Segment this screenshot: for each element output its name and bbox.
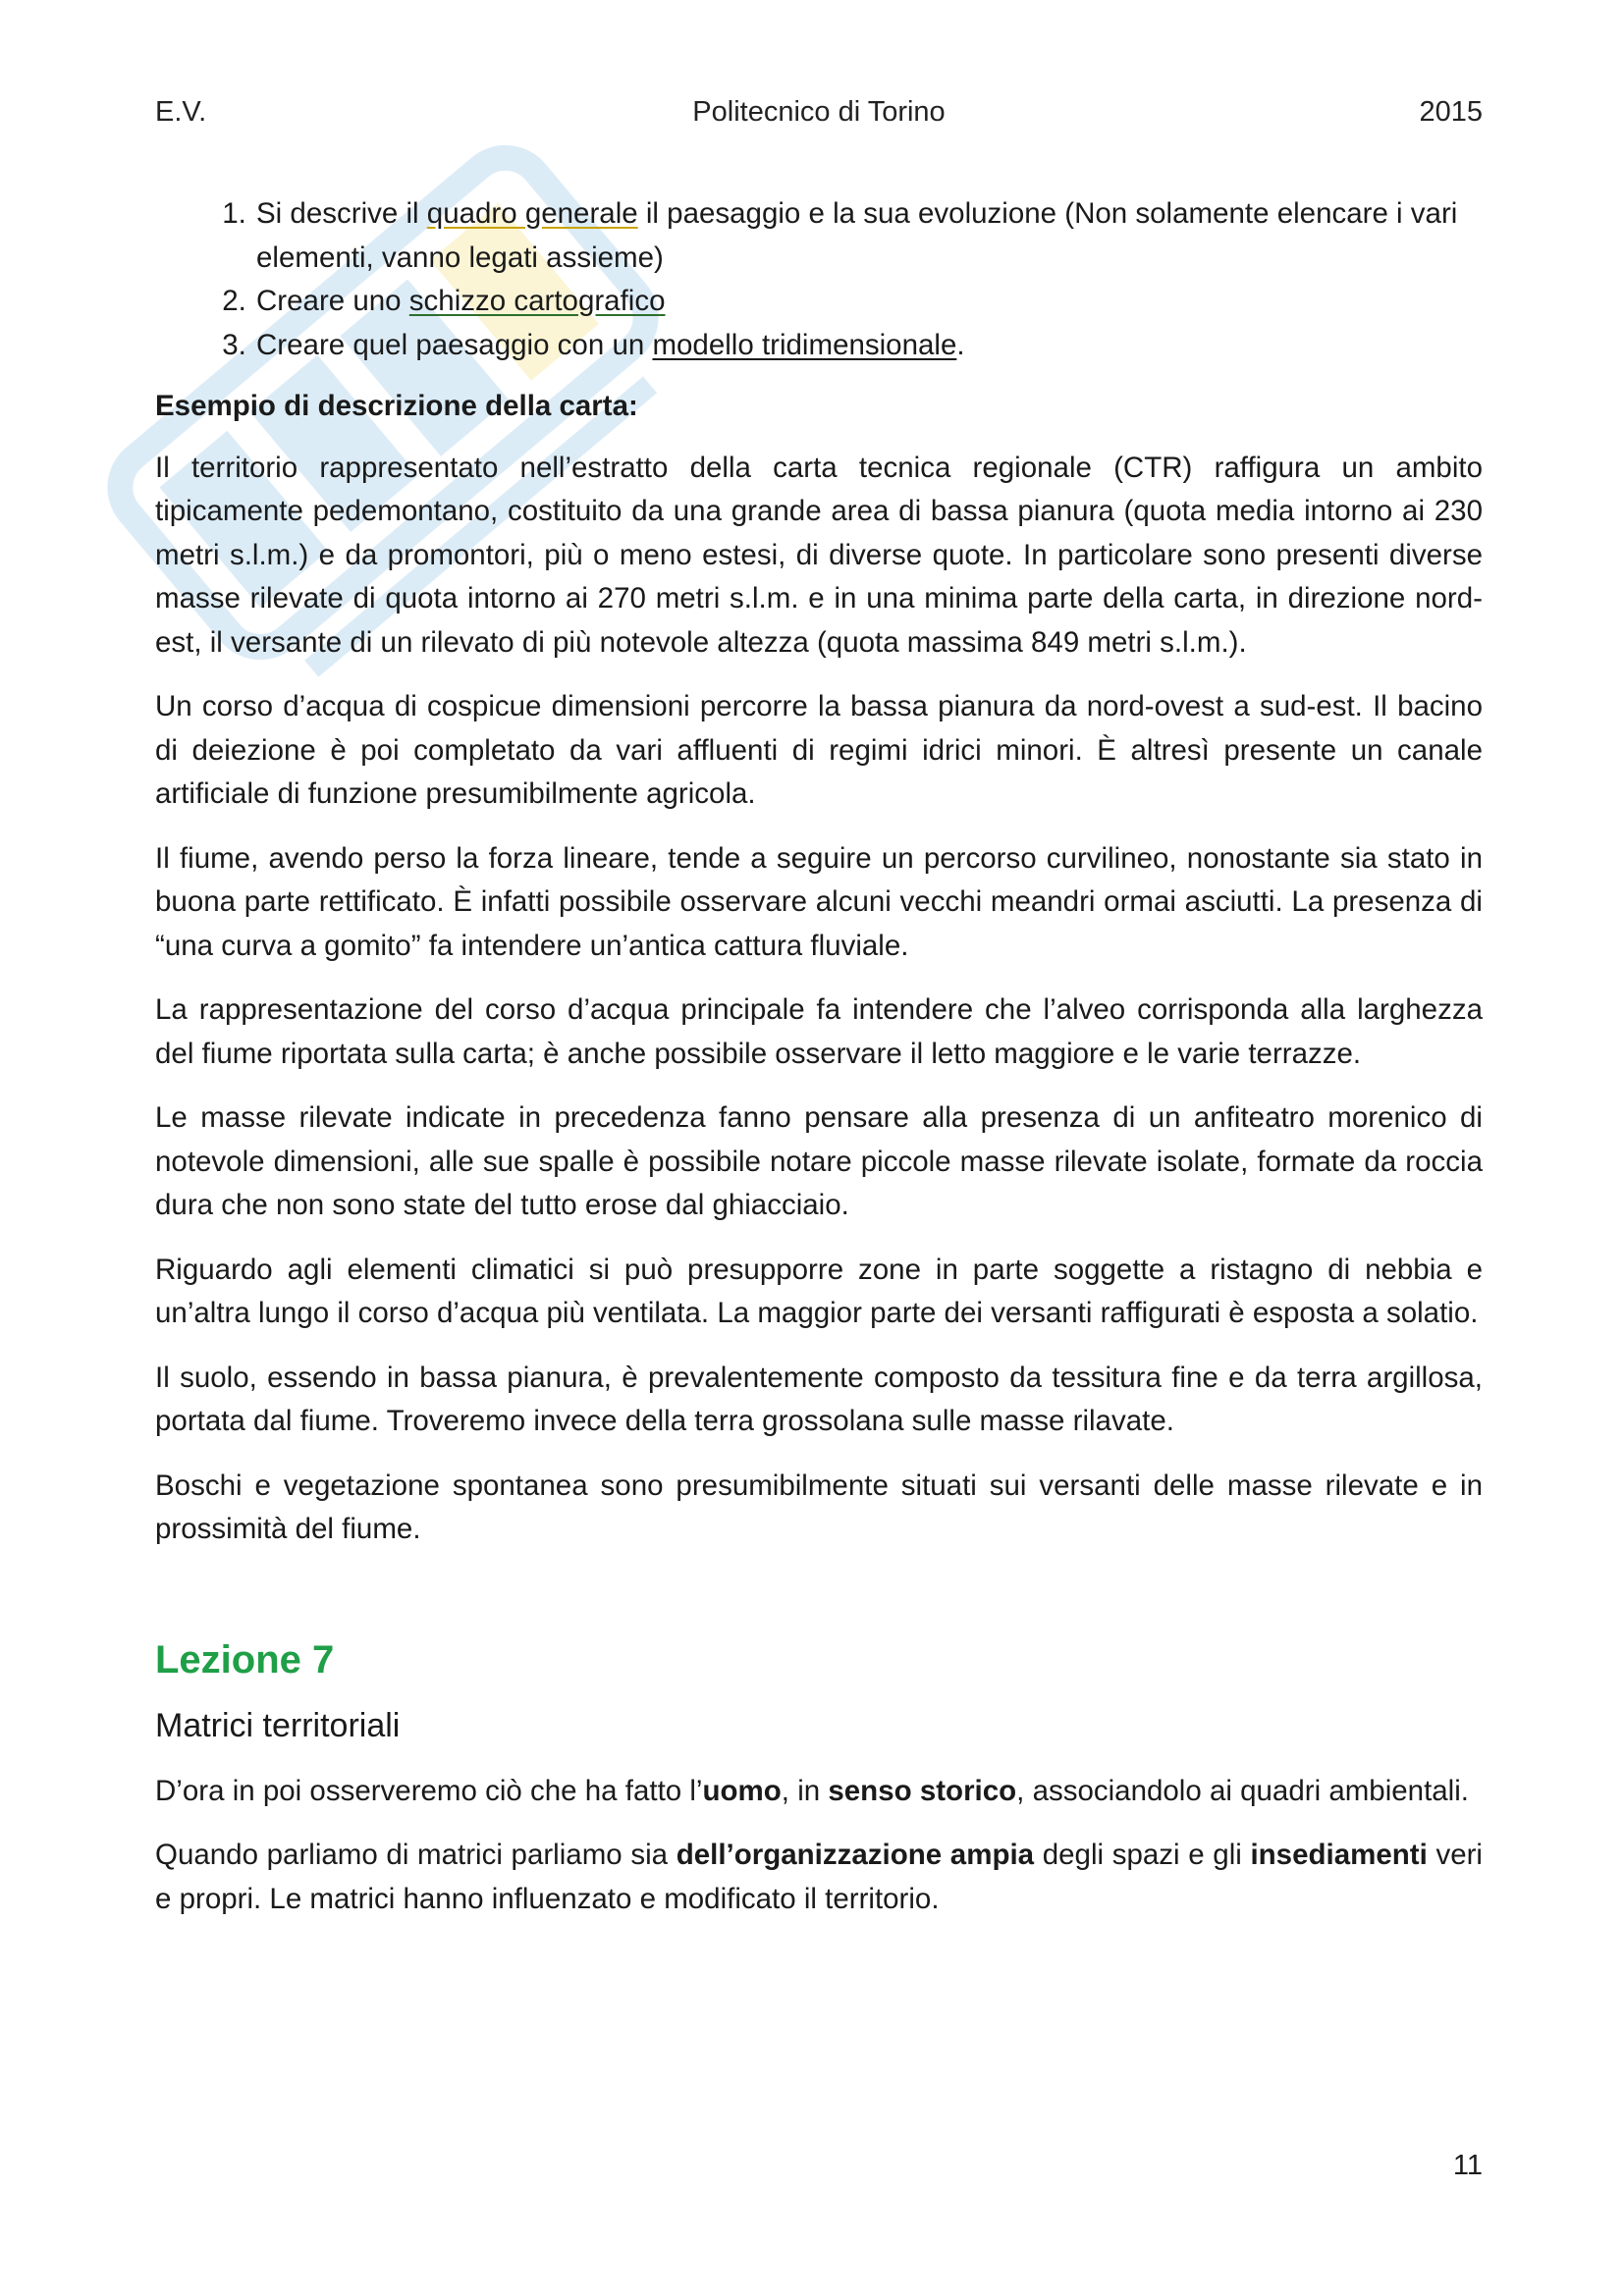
- page-header: [155, 96, 1483, 135]
- bold-term: senso storico: [828, 1774, 1017, 1807]
- page-number: 11: [1452, 2150, 1483, 2181]
- header-year: 2015: [1419, 96, 1483, 128]
- paragraph: Quando parliamo di matrici parliamo sia dell’organizzazione ampia degli spazi e gli insediamenti veri e propri. Le matrici hanno influenzato e modificato il territorio.: [155, 1839, 1483, 1915]
- paragraph: Le masse rilevate indicate in precedenza fanno pensare alla presenza di un anfiteatro morenico di notevole dimensioni, alle sue spalle è possibile notare piccole masse rilevate isolate, formate da roccia dura che non sono state del tutto erose dal ghiacciaio.: [155, 1101, 1483, 1221]
- paragraph: D’ora in poi osserveremo ciò che ha fatto l’uomo, in senso storico, associandolo ai quadri ambientali.: [155, 1774, 1469, 1807]
- bold-term: uomo: [702, 1774, 782, 1807]
- header-institution: Politecnico di Torino: [692, 96, 946, 128]
- quadro-generale-term: quadro generale: [426, 197, 638, 230]
- lesson-title: Lezione 7: [155, 1637, 335, 1682]
- paragraph: Boschi e vegetazione spontanea sono presumibilmente situati sui versanti delle masse rilevate e in prossimità del fiume.: [155, 1468, 1483, 1545]
- list-item: 3. Creare quel paesaggio con un modello tridimensionale.: [254, 324, 1483, 368]
- paragraph: Un corso d’acqua di cospicue dimensioni percorre la bassa pianura da nord-ovest a sud-est. Il bacino di deiezione è poi completato da vari affluenti di regimi idrici minori. È altresì presente un canale artificiale di funzione presumibilmente agricola.: [155, 690, 1483, 810]
- steps-list: [155, 192, 1483, 367]
- modello-tridimensionale-term: modello tridimensionale: [652, 328, 957, 361]
- list-item: 2. Creare uno schizzo cartografico: [254, 280, 1483, 324]
- example-heading: Esempio di descrizione della carta:: [155, 390, 638, 422]
- bold-term: insediamenti: [1250, 1839, 1428, 1871]
- main-content: [155, 192, 1483, 1942]
- schizzo-cartografico-term: schizzo cartografico: [408, 285, 666, 317]
- section-title: Matrici territoriali: [155, 1706, 401, 1744]
- paragraph: Il fiume, avendo perso la forza lineare, tende a seguire un percorso curvilineo, nonostante sia stato in buona parte rettificato. È infatti possibile osservare alcuni vecchi meandri ormai asciutti. La presenza di “una curva a gomito” fa intendere un’antica cattura fluviale.: [155, 841, 1483, 962]
- list-item: 1. Si descrive il quadro generale il paesaggio e la sua evoluzione (Non solamente elencare i vari elementi, vanno legati assieme): [254, 192, 1483, 280]
- paragraph: Il suolo, essendo in bassa pianura, è prevalentemente composto da tessitura fine e da terra argillosa, portata dal fiume. Troveremo invece della terra grossolana sulle masse rilavate.: [155, 1361, 1483, 1437]
- paragraph: Riguardo agli elementi climatici si può presupporre zone in parte soggette a ristagno di nebbia e un’altra lungo il corso d’acqua più ventilata. La maggior parte dei versanti raffigurati è esposta a solatio.: [155, 1253, 1483, 1329]
- bold-term: dell’organizzazione ampia: [676, 1839, 1035, 1871]
- paragraph: Il territorio rappresentato nell’estratto della carta tecnica regionale (CTR) raffigura un ambito tipicamente pedemontano, costituito da una grande area di bassa pianura (quota media intorno ai 230 metri s.l.m.) e da promontori, più o meno estesi, di diverse quote. In particolare sono presenti diverse masse rilevate di quota intorno ai 270 metri s.l.m. e in una minima parte della carta, in direzione nord-est, il versante di un rilevato di più notevole altezza (quota massima 849 metri s.l.m.).: [155, 451, 1483, 659]
- header-author: E.V.: [155, 96, 207, 128]
- paragraph: La rappresentazione del corso d’acqua principale fa intendere che l’alveo corrisponda alla larghezza del fiume riportata sulla carta; è anche possibile osservare il letto maggiore e le varie terrazze.: [155, 993, 1483, 1070]
